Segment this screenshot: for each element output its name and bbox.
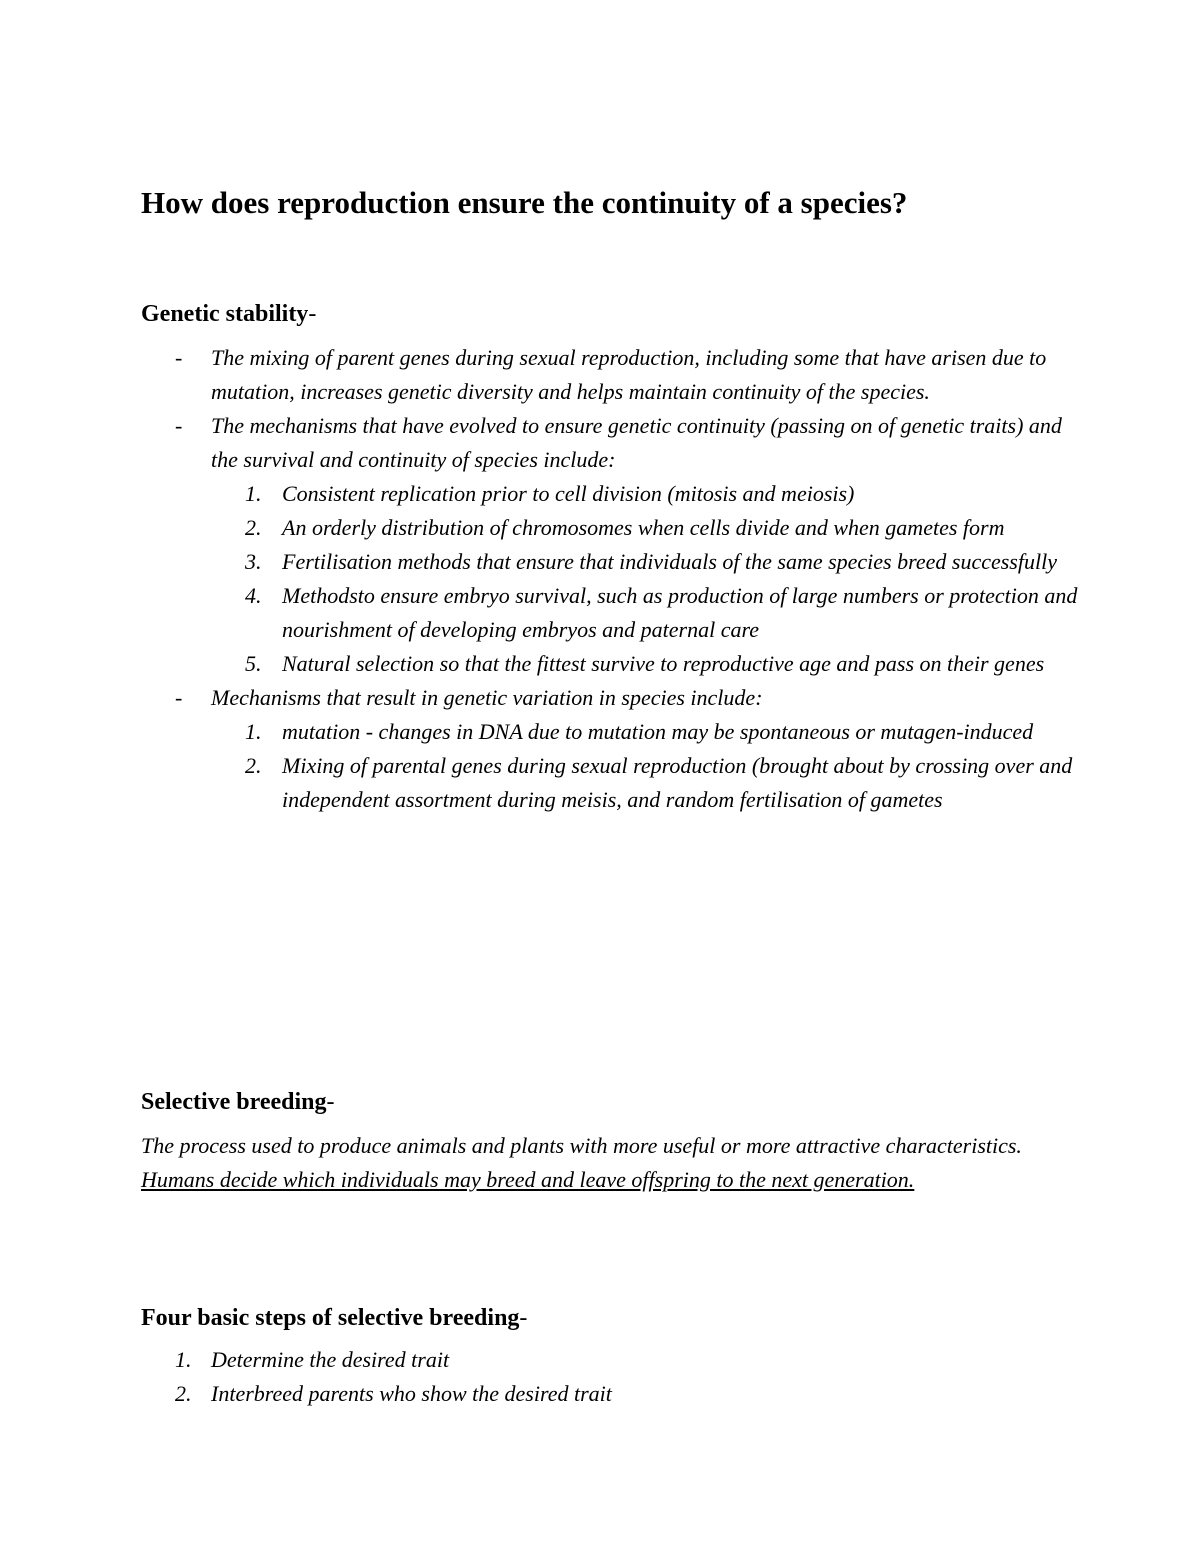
genetic-stability-heading-text: Genetic stability: [141, 301, 309, 327]
item-text: Methodsto ensure embryo survival, such as production of large numbers or protection and nourishment of developing embryos and paternal care: [282, 583, 1078, 642]
bullet-text: The mixing of parent genes during sexual reproduction, including some that have arisen due to mutation, increases genetic diversity and helps maintain continuity of the species.: [211, 345, 1047, 404]
item-number: 2.: [175, 1381, 192, 1406]
continuity-mechanisms-list: [211, 477, 1081, 681]
item-number: 1.: [175, 1347, 192, 1372]
item-number: 2.: [245, 753, 262, 778]
bullet-item: [141, 681, 1081, 817]
page-title: How does reproduction ensure the continuity of a species?: [141, 185, 908, 220]
list-item: [211, 647, 1081, 681]
definition-text: The process used to produce animals and plants with more useful or more attractive characteristics.: [141, 1133, 1022, 1158]
item-number: 4.: [245, 583, 262, 608]
heading-dash: -: [519, 1305, 528, 1331]
item-number: 3.: [245, 549, 262, 574]
bullet-text: Mechanisms that result in genetic variation in species include:: [211, 685, 763, 710]
item-text: mutation - changes in DNA due to mutation may be spontaneous or mutagen-induced: [282, 719, 1034, 744]
item-number: 5.: [245, 651, 262, 676]
selective-breeding-paragraph: [141, 1129, 1051, 1197]
bullet-item: [141, 409, 1081, 681]
bullet-dash: -: [175, 413, 183, 438]
bullet-dash: -: [175, 345, 183, 370]
four-steps-heading: [141, 1301, 527, 1335]
bullet-dash: -: [175, 685, 183, 710]
item-number: 1.: [245, 481, 262, 506]
item-text: An orderly distribution of chromosomes when cells divide and when gametes form: [282, 515, 1005, 540]
list-item: [141, 1343, 1041, 1377]
underlined-text: Humans decide which individuals may breed and leave offspring to the next generation.: [141, 1167, 915, 1192]
list-item: [211, 715, 1081, 749]
item-number: 1.: [245, 719, 262, 744]
item-text: Determine the desired trait: [211, 1347, 450, 1372]
selective-breeding-heading-text: Selective breeding: [141, 1089, 327, 1115]
bullet-text: The mechanisms that have evolved to ensure genetic continuity (passing on of genetic traits) and the survival and continuity of species include:: [211, 413, 1062, 472]
bullet-item: [141, 341, 1081, 409]
four-steps-heading-text: Four basic steps of selective breeding: [141, 1305, 520, 1331]
four-steps-list: [141, 1343, 1041, 1411]
item-text: Interbreed parents who show the desired trait: [211, 1381, 612, 1406]
heading-dash: -: [326, 1089, 335, 1115]
selective-breeding-heading: [141, 1085, 335, 1119]
genetic-stability-heading: [141, 297, 316, 331]
list-item: [211, 545, 1081, 579]
list-item: [141, 1377, 1041, 1411]
list-item: [211, 749, 1081, 817]
list-item: [211, 511, 1081, 545]
list-item: [211, 477, 1081, 511]
item-text: Mixing of parental genes during sexual reproduction (brought about by crossing over and independent assortment during meisis, and random fertilisation of gametes: [282, 753, 1073, 812]
item-number: 2.: [245, 515, 262, 540]
genetic-stability-list: [141, 341, 1081, 817]
item-text: Consistent replication prior to cell division (mitosis and meiosis): [282, 481, 855, 506]
variation-mechanisms-list: [211, 715, 1081, 817]
list-item: [211, 579, 1081, 647]
item-text: Fertilisation methods that ensure that individuals of the same species breed successfully: [282, 549, 1057, 574]
heading-dash: -: [308, 301, 317, 327]
item-text: Natural selection so that the fittest survive to reproductive age and pass on their genes: [282, 651, 1045, 676]
